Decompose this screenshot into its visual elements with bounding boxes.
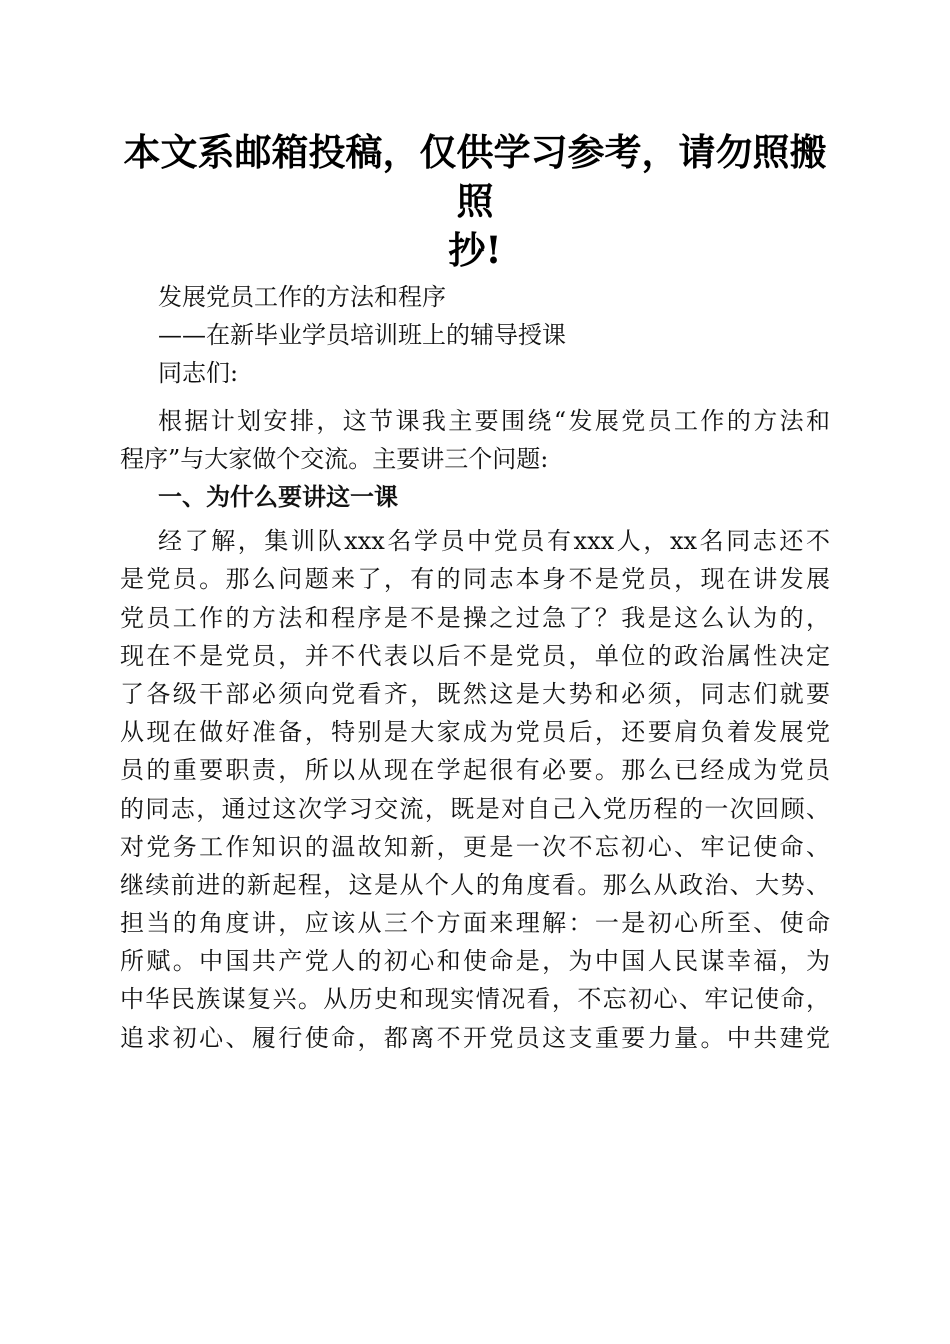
doc-title: 发展党员工作的方法和程序 (158, 283, 446, 311)
paragraph-line: 是党员。那么问题来了，有的同志本身不是党员，现在讲发展 (120, 565, 830, 594)
paragraph-line: 经了解，集训队xxx名学员中党员有xxx人，xx名同志还不 (158, 527, 830, 556)
copyright-notice (110, 128, 840, 275)
paragraph-line: 现在不是党员，并不代表以后不是党员，单位的政治属性决定 (120, 641, 830, 670)
salutation: 同志们: (158, 359, 239, 387)
notice-line-2: 抄! (448, 228, 502, 272)
paragraph-line: 员的重要职责，所以从现在学起很有必要。那么已经成为党员 (120, 756, 830, 785)
doc-subtitle: ——在新毕业学员培训班上的辅导授课 (158, 321, 566, 349)
paragraph-line: 所赋。中国共产党人的初心和使命是，为中国人民谋幸福，为 (120, 947, 830, 976)
paragraph-line: 中华民族谋复兴。从历史和现实情况看，不忘初心、牢记使命， (120, 985, 830, 1014)
section-heading: 一、为什么要讲这一课 (158, 483, 398, 512)
paragraph-line: 继续前进的新起程，这是从个人的角度看。那么从政治、大势、 (120, 870, 830, 899)
notice-line-1: 本文系邮箱投稿，仅供学习参考，请勿照搬照 (123, 130, 827, 223)
intro-line: 程序”与大家做个交流。主要讲三个问题: (120, 445, 549, 474)
paragraph-line: 的同志，通过这次学习交流，既是对自己入党历程的一次回顾、 (120, 794, 830, 823)
intro-line: 根据计划安排，这节课我主要围绕“发展党员工作的方法和 (158, 407, 830, 435)
paragraph-line: 了各级干部必须向党看齐，既然这是大势和必须，同志们就要 (120, 679, 830, 708)
paragraph-line: 对党务工作知识的温故知新，更是一次不忘初心、牢记使命、 (120, 832, 830, 861)
paragraph-line: 担当的角度讲，应该从三个方面来理解：一是初心所至、使命 (120, 909, 830, 938)
document-body (120, 278, 830, 1057)
paragraph-line: 从现在做好准备，特别是大家成为党员后，还要肩负着发展党 (120, 718, 830, 747)
paragraph-line: 追求初心、履行使命，都离不开党员这支重要力量。中共建党 (120, 1023, 830, 1052)
paragraph-line: 党员工作的方法和程序是不是操之过急了？我是这么认为的， (120, 603, 830, 632)
